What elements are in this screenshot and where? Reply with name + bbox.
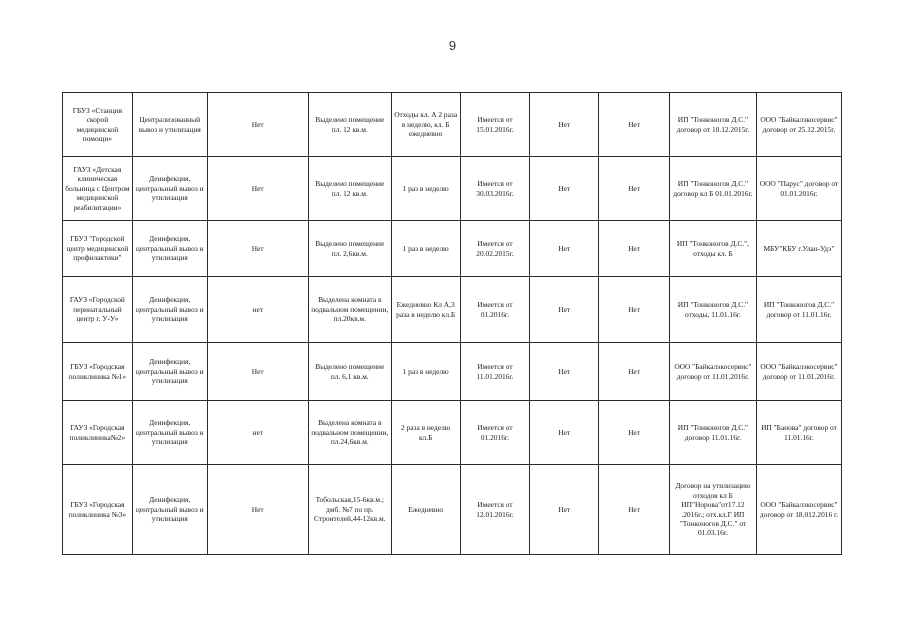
removal-frequency-cell: 1 раз в неделю — [391, 343, 460, 401]
column-7-cell: Нет — [530, 465, 599, 555]
column-7-cell: Нет — [530, 401, 599, 465]
document-date-cell: Имеется от 11.01.2016г. — [460, 343, 530, 401]
waste-treatment-cell: Централизованный вывоз и утилизация — [132, 93, 207, 157]
waste-treatment-cell: Деинфекция, центральный вывоз и утилизация — [132, 465, 207, 555]
column-7-cell: Нет — [530, 221, 599, 277]
column-8-cell: Нет — [599, 277, 670, 343]
contract-cell: ИП "Тонконогов Д.С." договор 11.01.16г. — [669, 401, 756, 465]
column-3-cell: Нет — [207, 465, 308, 555]
table-row — [63, 93, 842, 157]
removal-frequency-cell: Ежедневно — [391, 465, 460, 555]
column-8-cell: Нет — [599, 157, 670, 221]
storage-room-cell: Выделена комната в подвальном помещении, пл.24,6кв.м. — [308, 401, 391, 465]
table-row — [63, 401, 842, 465]
column-3-cell: Нет — [207, 343, 308, 401]
column-7-cell: Нет — [530, 93, 599, 157]
column-8-cell: Нет — [599, 93, 670, 157]
document-date-cell: Имеется от 15.01.2016г. — [460, 93, 530, 157]
document-date-cell: Имеется от 30.03.2016г. — [460, 157, 530, 221]
contract-cell: ИП "Тонконогов Д.С." договор от 10.12.2015г. — [669, 93, 756, 157]
disposal-contract-cell: ООО "Байкалэкосервис" договор от 11.01.2016г. — [756, 343, 841, 401]
table-row — [63, 221, 842, 277]
column-7-cell: Нет — [530, 157, 599, 221]
disposal-contract-cell: ООО "Байкалэкосервис" договор от 25.12.2015г. — [756, 93, 841, 157]
contract-cell: ИП "Тонконогов Д.С." отходы, 11.01.16г. — [669, 277, 756, 343]
table-row — [63, 277, 842, 343]
facility-name-cell: ГАУЗ «Детская клиническая больница с Центром медицинской реабилитации» — [63, 157, 133, 221]
storage-room-cell: Выделена комната в подвальном помещении, пл.20кв.м. — [308, 277, 391, 343]
column-8-cell: Нет — [599, 221, 670, 277]
removal-frequency-cell: Ежедневно Кл А,3 раза в неделю кл.Б — [391, 277, 460, 343]
removal-frequency-cell: 2 раза в неделю кл.Б — [391, 401, 460, 465]
removal-frequency-cell: Отходы кл. А 2 раза в неделю, кл. Б ежедневно — [391, 93, 460, 157]
removal-frequency-cell: 1 раз в неделю — [391, 157, 460, 221]
disposal-contract-cell: ИП "Банова" договор от 11.01.16г. — [756, 401, 841, 465]
waste-treatment-cell: Деинфекция, центральный вывоз и утилизация — [132, 401, 207, 465]
contract-cell: ИП "Тонконогов Д.С." договор кл Б 01.01.2016г. — [669, 157, 756, 221]
waste-treatment-cell: Деинфекция, центральный вывоз и утилизация — [132, 157, 207, 221]
document-date-cell: Имеется от 01.2016г. — [460, 401, 530, 465]
facility-name-cell: ГБУЗ «Станция скорой медицинской помощи» — [63, 93, 133, 157]
contract-cell: ИП "Тонконогов Д.С.", отходы кл. Б — [669, 221, 756, 277]
facility-name-cell: ГАУЗ «Городская поликлиника№2» — [63, 401, 133, 465]
storage-room-cell: Тобольская,15-6кв.м.; дмб. №7 по пр. Строителей,44-12кв.м. — [308, 465, 391, 555]
column-3-cell: нет — [207, 401, 308, 465]
storage-room-cell: Выделено помещение пл. 2,6кв.м. — [308, 221, 391, 277]
column-3-cell: нет — [207, 277, 308, 343]
document-date-cell: Имеется от 12.01.2016г. — [460, 465, 530, 555]
contract-cell: Договор на утилизацию отходов кл Б ИП"Норова"от17.12 .2016г.; отх.кл.Г ИП "Тонконогов Д.С." от 01.03.16г. — [669, 465, 756, 555]
document-date-cell: Имеется от 20.02.2015г. — [460, 221, 530, 277]
contract-cell: ООО "Байкалэкосервис" договор от 11.01.2016г. — [669, 343, 756, 401]
disposal-contract-cell: МБУ"КБУ г.Улан-Удэ" — [756, 221, 841, 277]
waste-treatment-cell: Деинфекция, центральный вывоз и утилизация — [132, 343, 207, 401]
disposal-contract-cell: ООО "Байкалэкосервис" договор от 18.012.2016 г. — [756, 465, 841, 555]
disposal-contract-cell: ООО "Парус" договор от 01.01.2016г. — [756, 157, 841, 221]
column-7-cell: Нет — [530, 277, 599, 343]
table-row — [63, 157, 842, 221]
page-number: 9 — [448, 38, 457, 53]
waste-treatment-cell: Деинфекция, центральный вывоз и утилизация — [132, 277, 207, 343]
removal-frequency-cell: 1 раз в неделю — [391, 221, 460, 277]
column-8-cell: Нет — [599, 343, 670, 401]
disposal-contract-cell: ИП "Тонконогов Д.С." договор от 11.01.16г. — [756, 277, 841, 343]
column-3-cell: Нет — [207, 93, 308, 157]
document-date-cell: Имеется от 01.2016г. — [460, 277, 530, 343]
storage-room-cell: Выделено помещение пл. 6,1 кв.м. — [308, 343, 391, 401]
facility-name-cell: ГБУЗ «Городская поликлиника №3» — [63, 465, 133, 555]
storage-room-cell: Выделено помещение пл. 12 кв.м. — [308, 157, 391, 221]
facility-name-cell: ГБУЗ «Городская поликлиника №1» — [63, 343, 133, 401]
column-3-cell: Нет — [207, 157, 308, 221]
column-3-cell: Нет — [207, 221, 308, 277]
table-row — [63, 343, 842, 401]
column-7-cell: Нет — [530, 343, 599, 401]
column-8-cell: Нет — [599, 401, 670, 465]
storage-room-cell: Выделено помещение пл. 12 кв.м. — [308, 93, 391, 157]
facility-name-cell: ГБУЗ "Городской центр медицинской профилактики" — [63, 221, 133, 277]
facility-name-cell: ГАУЗ «Городской перинатальный центр г. У-У» — [63, 277, 133, 343]
waste-treatment-cell: Деинфекция, центральный вывоз и утилизация — [132, 221, 207, 277]
waste-management-table — [62, 92, 842, 555]
column-8-cell: Нет — [599, 465, 670, 555]
table-row — [63, 465, 842, 555]
